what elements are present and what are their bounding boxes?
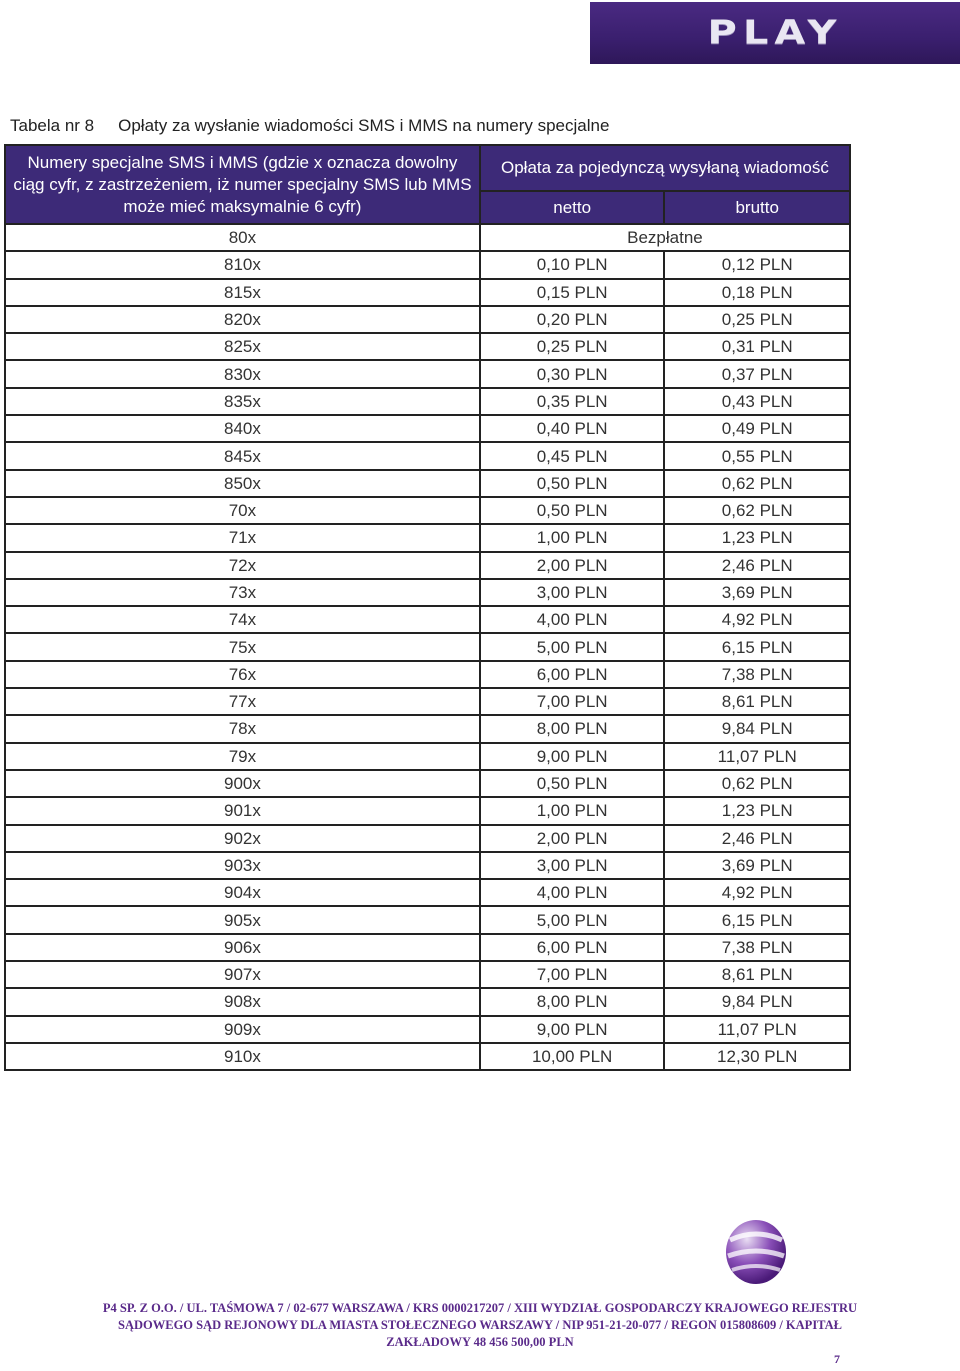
cell-netto: 4,00 PLN <box>480 606 665 633</box>
cell-number: 908x <box>5 988 480 1015</box>
cell-brutto: 7,38 PLN <box>664 661 850 688</box>
cell-brutto: 8,61 PLN <box>664 688 850 715</box>
table-row <box>5 688 850 715</box>
cell-brutto: 7,38 PLN <box>664 934 850 961</box>
cell-number: 901x <box>5 797 480 824</box>
table-caption <box>10 116 609 136</box>
cell-netto: 7,00 PLN <box>480 688 665 715</box>
table-row <box>5 360 850 387</box>
table-row <box>5 415 850 442</box>
cell-brutto: 3,69 PLN <box>664 852 850 879</box>
cell-number: 815x <box>5 279 480 306</box>
header-special-numbers: Numery specjalne SMS i MMS (gdzie x oznacza dowolny ciąg cyfr, z zastrzeżeniem, iż numer specjalny SMS lub MMS może mieć maksymalnie 6 cyfr) <box>5 145 480 224</box>
table-number: Tabela nr 8 <box>10 116 95 135</box>
cell-brutto: 9,84 PLN <box>664 715 850 742</box>
cell-number: 904x <box>5 879 480 906</box>
cell-brutto: 11,07 PLN <box>664 1016 850 1043</box>
table-row <box>5 470 850 497</box>
cell-brutto: 0,62 PLN <box>664 497 850 524</box>
cell-number: 845x <box>5 442 480 469</box>
cell-number: 73x <box>5 579 480 606</box>
cell-netto: 0,10 PLN <box>480 251 665 278</box>
cell-number: 76x <box>5 661 480 688</box>
cell-netto: 8,00 PLN <box>480 988 665 1015</box>
cell-number: 74x <box>5 606 480 633</box>
cell-netto: 0,45 PLN <box>480 442 665 469</box>
cell-netto: 2,00 PLN <box>480 825 665 852</box>
cell-brutto: 0,37 PLN <box>664 360 850 387</box>
cell-netto: 0,40 PLN <box>480 415 665 442</box>
cell-netto: 6,00 PLN <box>480 661 665 688</box>
table-row <box>5 606 850 633</box>
cell-netto: 0,30 PLN <box>480 360 665 387</box>
table-row <box>5 661 850 688</box>
cell-number: 810x <box>5 251 480 278</box>
cell-netto: 0,20 PLN <box>480 306 665 333</box>
table-row <box>5 279 850 306</box>
cell-number: 850x <box>5 470 480 497</box>
cell-brutto: 0,49 PLN <box>664 415 850 442</box>
cell-netto: 9,00 PLN <box>480 1016 665 1043</box>
table-row <box>5 552 850 579</box>
cell-netto: 0,50 PLN <box>480 470 665 497</box>
cell-brutto: 3,69 PLN <box>664 579 850 606</box>
company-footer <box>0 1300 960 1351</box>
table-row <box>5 988 850 1015</box>
cell-brutto: 12,30 PLN <box>664 1043 850 1070</box>
cell-netto: 3,00 PLN <box>480 852 665 879</box>
cell-brutto: 2,46 PLN <box>664 825 850 852</box>
table-row <box>5 442 850 469</box>
table-row <box>5 524 850 551</box>
table-row <box>5 743 850 770</box>
cell-number: 79x <box>5 743 480 770</box>
cell-number: 835x <box>5 388 480 415</box>
cell-netto: 1,00 PLN <box>480 797 665 824</box>
cell-brutto: 0,43 PLN <box>664 388 850 415</box>
play-logo <box>590 2 960 64</box>
cell-brutto: 9,84 PLN <box>664 988 850 1015</box>
cell-number: 75x <box>5 633 480 660</box>
cell-brutto: 1,23 PLN <box>664 524 850 551</box>
header-fee-group: Opłata za pojedynczą wysyłaną wiadomość <box>480 145 850 191</box>
table-row <box>5 825 850 852</box>
cell-netto: 0,50 PLN <box>480 770 665 797</box>
table-title: Opłaty za wysłanie wiadomości SMS i MMS na numery specjalne <box>118 116 610 135</box>
cell-brutto: 1,23 PLN <box>664 797 850 824</box>
cell-number: 906x <box>5 934 480 961</box>
cell-netto: 9,00 PLN <box>480 743 665 770</box>
table-row <box>5 306 850 333</box>
cell-brutto: 0,62 PLN <box>664 770 850 797</box>
cell-netto: 0,50 PLN <box>480 497 665 524</box>
cell-number: 72x <box>5 552 480 579</box>
table-row-free <box>5 224 850 251</box>
cell-number: 77x <box>5 688 480 715</box>
header-brutto: brutto <box>664 191 850 224</box>
cell-brutto: 4,92 PLN <box>664 879 850 906</box>
cell-number: 907x <box>5 961 480 988</box>
cell-brutto: 4,92 PLN <box>664 606 850 633</box>
cell-netto: 5,00 PLN <box>480 906 665 933</box>
table-row <box>5 388 850 415</box>
cell-netto: 10,00 PLN <box>480 1043 665 1070</box>
cell-netto: 7,00 PLN <box>480 961 665 988</box>
cell-netto: 0,25 PLN <box>480 333 665 360</box>
cell-brutto: 11,07 PLN <box>664 743 850 770</box>
cell-netto: 0,15 PLN <box>480 279 665 306</box>
table-row <box>5 251 850 278</box>
cell-brutto: 0,55 PLN <box>664 442 850 469</box>
cell-brutto: 2,46 PLN <box>664 552 850 579</box>
cell-netto: 5,00 PLN <box>480 633 665 660</box>
cell-brutto: 0,12 PLN <box>664 251 850 278</box>
cell-netto: 1,00 PLN <box>480 524 665 551</box>
cell-netto: 6,00 PLN <box>480 934 665 961</box>
cell-number: 80x <box>5 224 480 251</box>
header-netto: netto <box>480 191 665 224</box>
cell-brutto: 0,18 PLN <box>664 279 850 306</box>
cell-number: 905x <box>5 906 480 933</box>
cell-number: 70x <box>5 497 480 524</box>
table-row <box>5 497 850 524</box>
cell-brutto: 0,25 PLN <box>664 306 850 333</box>
pricing-table <box>4 144 851 1071</box>
table-row <box>5 715 850 742</box>
table-row <box>5 906 850 933</box>
cell-number: 910x <box>5 1043 480 1070</box>
cell-netto: 2,00 PLN <box>480 552 665 579</box>
cell-number: 909x <box>5 1016 480 1043</box>
cell-brutto: 0,62 PLN <box>664 470 850 497</box>
cell-number: 820x <box>5 306 480 333</box>
cell-number: 840x <box>5 415 480 442</box>
cell-brutto: 6,15 PLN <box>664 633 850 660</box>
cell-free: Bezpłatne <box>480 224 850 251</box>
cell-netto: 4,00 PLN <box>480 879 665 906</box>
cell-number: 900x <box>5 770 480 797</box>
table-row <box>5 852 850 879</box>
cell-number: 903x <box>5 852 480 879</box>
cell-number: 825x <box>5 333 480 360</box>
table-row <box>5 333 850 360</box>
table-row <box>5 961 850 988</box>
cell-number: 78x <box>5 715 480 742</box>
cell-brutto: 6,15 PLN <box>664 906 850 933</box>
cell-number: 830x <box>5 360 480 387</box>
play-sphere-icon <box>716 1210 796 1290</box>
cell-netto: 8,00 PLN <box>480 715 665 742</box>
page-number: 7 <box>834 1352 840 1366</box>
footer-line-3: ZAKŁADOWY 48 456 500,00 PLN <box>386 1335 574 1349</box>
logo-text: PLAY <box>707 14 843 52</box>
table-row <box>5 1043 850 1070</box>
table-row <box>5 1016 850 1043</box>
cell-brutto: 0,31 PLN <box>664 333 850 360</box>
cell-number: 902x <box>5 825 480 852</box>
cell-netto: 0,35 PLN <box>480 388 665 415</box>
table-row <box>5 579 850 606</box>
footer-line-2: SĄDOWEGO SĄD REJONOWY DLA MIASTA STOŁECZNEGO WARSZAWY / NIP 951-21-20-077 / REGON 015808609 / KAPITAŁ <box>118 1318 842 1332</box>
cell-netto: 3,00 PLN <box>480 579 665 606</box>
footer-line-1: P4 SP. Z O.O. / UL. TAŚMOWA 7 / 02-677 WARSZAWA / KRS 0000217207 / XIII WYDZIAŁ GOSPODARCZY KRAJOWEGO REJESTRU <box>102 1301 858 1315</box>
table-row <box>5 879 850 906</box>
table-row <box>5 797 850 824</box>
table-row <box>5 934 850 961</box>
table-row <box>5 770 850 797</box>
cell-brutto: 8,61 PLN <box>664 961 850 988</box>
cell-number: 71x <box>5 524 480 551</box>
table-row <box>5 633 850 660</box>
